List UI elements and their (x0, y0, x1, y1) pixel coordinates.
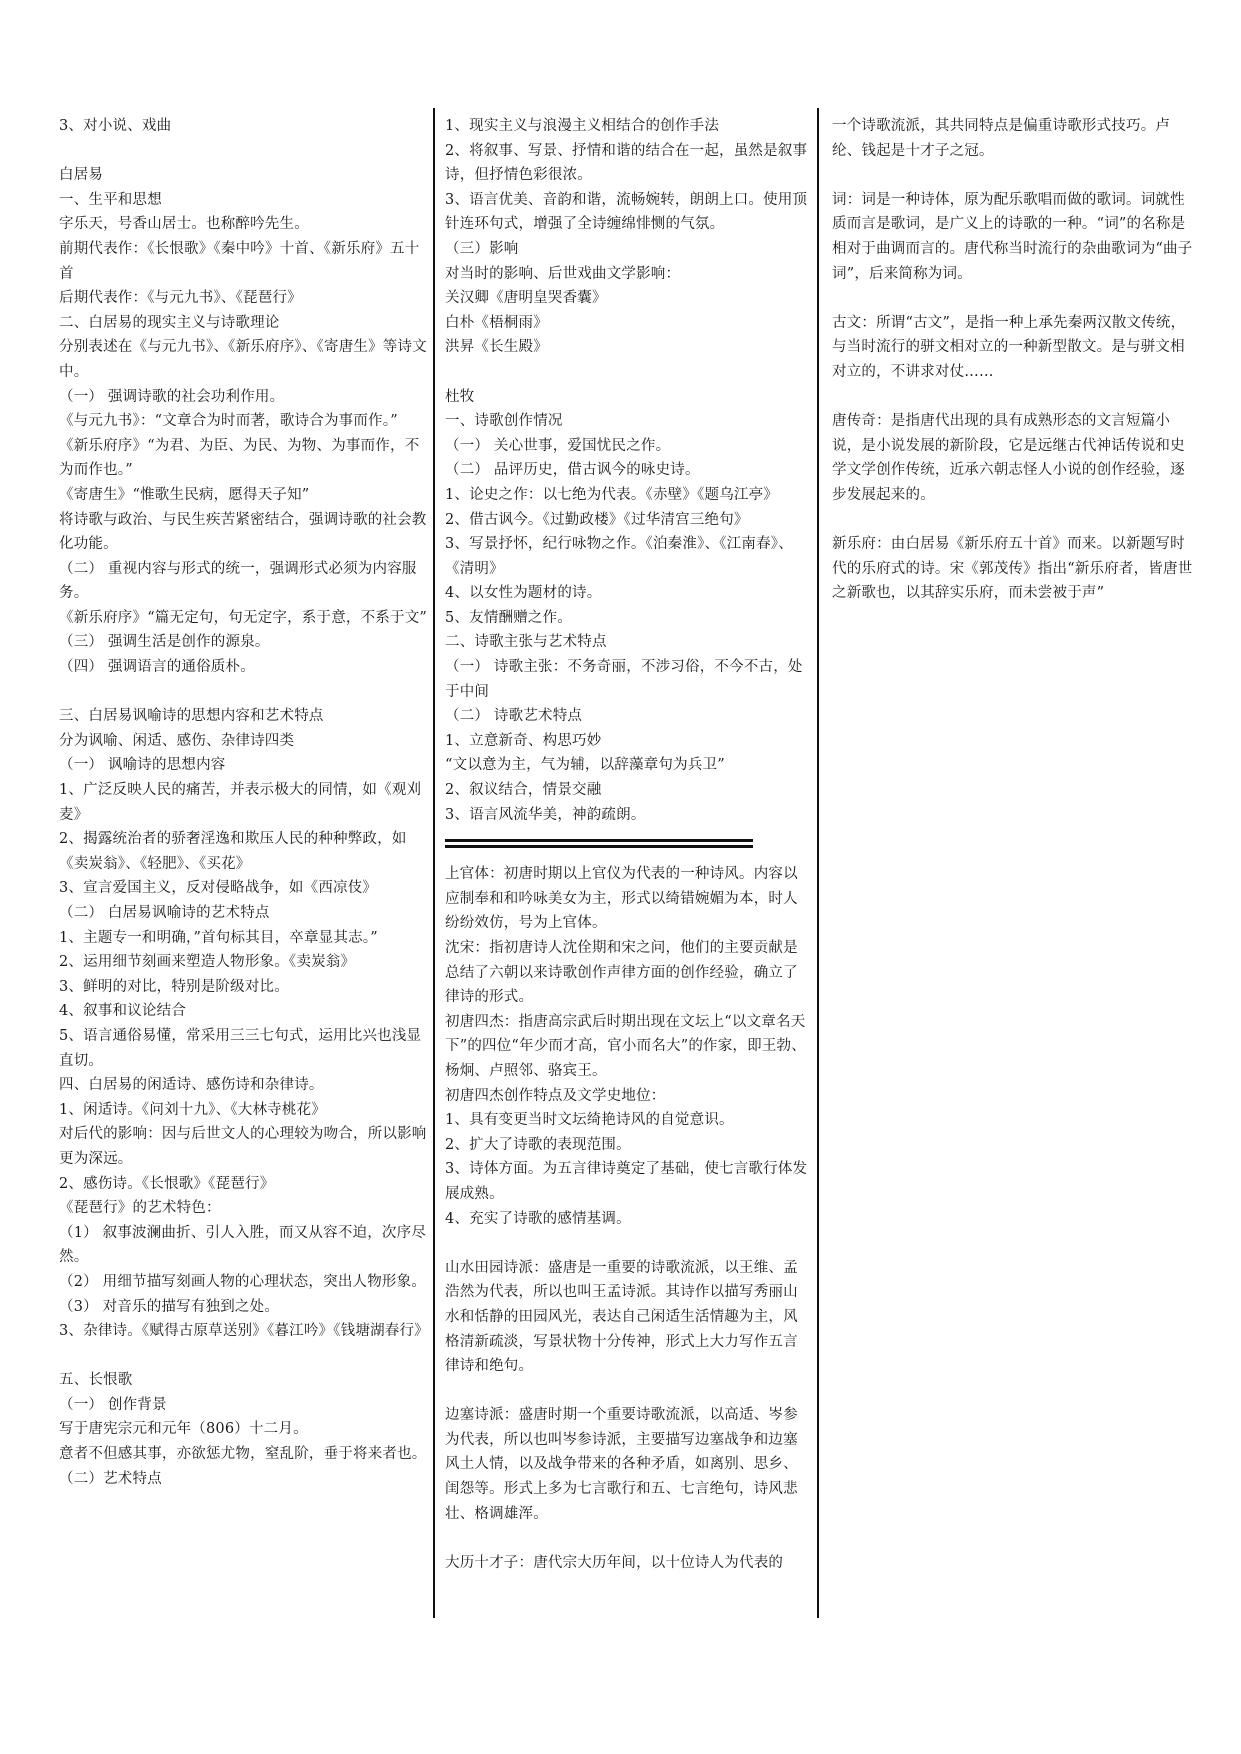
text-line: 山水田园诗派：盛唐是一重要的诗歌流派，以王维、孟浩然为代表，所以也叫王孟诗派。其诗作以描写秀丽山水和恬静的田园风光，表达自己闲适生活情趣为主，风格清新疏淡，写景状物十分传神，形式上大力写作五言律诗和绝句。 (445, 1259, 798, 1375)
text-line: （二） 品评历史，借古讽今的咏史诗。 (445, 462, 700, 479)
text-line: 意者不但感其事，亦欲惩尤物，窒乱阶，垂于将来者也。 (59, 1446, 427, 1463)
text-line: 杜牧 (445, 388, 475, 405)
paragraph-gap (445, 360, 809, 385)
text-line: 《寄唐生》“惟歌生民病，愿得天子知” (59, 486, 310, 503)
text-line: 对当时的影响、后世戏曲文学影响： (445, 265, 681, 282)
text-line: 《琵琶行》的艺术特色： (59, 1200, 221, 1217)
text-line: （三） 强调生活是创作的源泉。 (59, 634, 270, 651)
text-line: 《新乐府序》“篇无定句，句无定字，系于意，不系于文” (59, 609, 428, 626)
text-line: 5、语言通俗易懂，常采用三三七句式，运用比兴也浅显直切。 (59, 1027, 422, 1069)
paragraph-gap (832, 508, 1194, 533)
middle-column-upper-section (445, 114, 809, 827)
text-line: 1、广泛反映人民的痛苦，并表示极大的同情，如《观刈麦》 (59, 782, 422, 823)
paragraph-gap (445, 1379, 809, 1404)
text-line: （一） 强调诗歌的社会功利作用。 (59, 388, 285, 405)
text-line: 关汉卿《唐明皇哭香囊》 (445, 290, 607, 307)
text-line: “文以意为主，气为辅，以辞藻章句为兵卫” (445, 757, 725, 774)
text-line: 二、诗歌主张与艺术特点 (445, 634, 607, 651)
text-line: 《与元九书》：“文章合为时而著，歌诗合为事而作。” (59, 413, 398, 430)
text-line: 五、长恨歌 (59, 1372, 133, 1389)
column-divider-left (433, 108, 435, 1618)
paragraph-gap (832, 385, 1194, 410)
text-line: 5、友情酬赠之作。 (445, 609, 573, 626)
paragraph-gap (59, 1344, 429, 1369)
notes-column-left (59, 114, 429, 1491)
paragraph-gap (832, 286, 1194, 311)
text-line: 2、借古讽今。《过勤政楼》《过华清宫三绝句》 (445, 511, 749, 528)
text-line: 词：词是一种诗体，原为配乐歌唱而做的歌词。词就性质而言是歌词，是广义上的诗歌的一种。“词”的名称是相对于曲调而言的。唐代称当时流行的杂曲歌词为“曲子词”，后来简称为词。 (832, 191, 1193, 282)
text-line: （3） 对音乐的描写有独到之处。 (59, 1298, 280, 1315)
text-line: （二） 重视内容与形式的统一，强调形式必须为内容服务。 (59, 560, 417, 602)
text-line: 3、写景抒怀，纪行咏物之作。《泊秦淮》、《江南春》、《清明》 (445, 536, 793, 577)
text-line: 2、扩大了诗歌的表现范围。 (445, 1136, 631, 1153)
text-line: 2、将叙事、写景、抒情和谐的结合在一起，虽然是叙事诗，但抒情色彩很浓。 (445, 142, 808, 184)
text-line: 2、运用细节刻画来塑造人物形象。《卖炭翁》 (59, 954, 356, 971)
text-line: 三、白居易讽喻诗的思想内容和艺术特点 (59, 708, 324, 725)
text-line: 字乐天，号香山居士。也称醉吟先生。 (59, 216, 309, 233)
text-line: 分为讽喻、闲适、感伤、杂律诗四类 (59, 732, 295, 749)
text-line: 4、以女性为题材的诗。 (445, 585, 602, 602)
text-line: 二、白居易的现实主义与诗歌理论 (59, 314, 280, 331)
column-divider-right (817, 108, 819, 1618)
text-line: 《新乐府序》“为君、为臣、为民、为物、为事而作，不为而作也。” (59, 437, 420, 479)
text-line: 1、立意新奇、构思巧妙 (445, 732, 602, 749)
text-line: （二）艺术特点 (59, 1470, 162, 1487)
text-line: 对后代的影响：因与后世文人的心理较为吻合，所以影响更为深远。 (59, 1126, 427, 1167)
text-line: 1、论史之作：以七绝为代表。《赤壁》《题乌江亭》 (445, 486, 779, 503)
text-line: 初唐四杰创作特点及文学史地位： (445, 1087, 666, 1104)
paragraph-gap (59, 139, 429, 164)
text-line: 洪昇《长生殿》 (445, 339, 548, 356)
text-line: 3、宣言爱国主义，反对侵略战争，如《西凉伎》 (59, 880, 378, 897)
text-line: 将诗歌与政治、与民生疾苦紧密结合，强调诗歌的社会教化功能。 (59, 511, 427, 553)
text-line: 一、诗歌创作情况 (445, 413, 563, 430)
notes-column-middle (445, 114, 809, 1575)
text-line: 上官体：初唐时期以上官仪为代表的一种诗风。内容以应制奉和和吟咏美女为主，形式以绮错婉媚为本，时人纷纷效仿，号为上官体。 (445, 866, 798, 932)
text-line: 后期代表作：《与元九书》、《琵琶行》 (59, 290, 302, 307)
text-line: （四） 强调语言的通俗质朴。 (59, 659, 255, 676)
text-line: 分别表述在《与元九书》、《新乐府序》、《寄唐生》等诗文中。 (59, 339, 427, 380)
text-line: 3、对小说、戏曲 (59, 118, 172, 134)
text-line: 一个诗歌流派，其共同特点是偏重诗歌形式技巧。卢纶、钱起是十才子之冠。 (832, 118, 1171, 159)
text-line: （一） 讽喻诗的思想内容 (59, 757, 226, 774)
text-line: 3、杂律诗。《赋得古原草送别》《暮江吟》《钱塘湖春行》 (59, 1323, 429, 1340)
text-line: 白居易 (59, 167, 104, 184)
text-line: 2、感伤诗。《长恨歌》《琵琶行》 (59, 1175, 275, 1192)
text-line: （1） 叙事波澜曲折、引人入胜，而又从容不迫，次序尽然。 (59, 1224, 427, 1266)
text-line: 4、叙事和议论结合 (59, 1003, 187, 1020)
text-line: 3、语言风流华美，神韵疏朗。 (445, 806, 646, 823)
text-line: 2、叙议结合，情景交融 (445, 782, 602, 799)
text-line: 四、白居易的闲适诗、感伤诗和杂律诗。 (59, 1077, 324, 1094)
section-double-rule (445, 827, 809, 862)
text-line: 3、鲜明的对比，特别是阶级对比。 (59, 978, 289, 995)
text-line: 1、具有变更当时文坛绮艳诗风的自觉意识。 (445, 1112, 734, 1129)
text-line: 新乐府：由白居易《新乐府五十首》而来。以新题写时代的乐府式的诗。宋《郭茂传》指出“新乐府者，皆唐世之新歌也，以其辞实乐府，而未尝被于声” (832, 536, 1193, 602)
text-line: 边塞诗派：盛唐时期一个重要诗歌流派，以高适、岑参为代表，所以也叫岑参诗派，主要描写边塞战争和边塞风土人情，以及战争带来的各种矛盾，如离别、思乡、闺怨等。形式上多为七言歌行和五、七言绝句，诗风悲壮、格调雄浑。 (445, 1407, 798, 1522)
text-line: （一） 诗歌主张：不务奇丽，不涉习俗，不今不古，处于中间 (445, 659, 803, 700)
paragraph-gap (445, 1231, 809, 1256)
text-line: （2） 用细节描写刻画人物的心理状态，突出人物形象。 (59, 1273, 427, 1290)
text-line: （二） 白居易讽喻诗的艺术特点 (59, 905, 270, 921)
text-line: （二） 诗歌艺术特点 (445, 708, 583, 725)
text-line: 白朴《梧桐雨》 (445, 314, 548, 331)
text-line: 写于唐宪宗元和元年（806）十二月。 (59, 1421, 308, 1438)
text-line: 1、闲适诗。《问刘十九》、《大林寺桃花》 (59, 1101, 326, 1118)
paragraph-gap (445, 1526, 809, 1551)
notes-column-right (832, 114, 1194, 606)
text-line: （一） 关心世事，爱国忧民之作。 (445, 437, 671, 454)
text-line: 初唐四杰：指唐高宗武后时期出现在文坛上“以文章名天下”的四位“年少而才高，官小而名大”的作家，即王勃、杨炯、卢照邻、骆宾王。 (445, 1013, 806, 1079)
text-line: 大历十才子：唐代宗大历年间，以十位诗人为代表的 (445, 1554, 784, 1571)
text-line: 4、充实了诗歌的感情基调。 (445, 1210, 631, 1227)
text-line: 一、生平和思想 (59, 191, 162, 208)
text-line: 1、主题专一和明确，”首句标其目，卒章显其志。” (59, 929, 378, 946)
text-line: （一） 创作背景 (59, 1396, 167, 1413)
text-line: （三）影响 (445, 240, 519, 257)
text-line: 3、诗体方面。为五言律诗奠定了基础，使七言歌行体发展成熟。 (445, 1161, 808, 1202)
text-line: 沈宋：指初唐诗人沈佺期和宋之问，他们的主要贡献是总结了六朝以来诗歌创作声律方面的创作经验，确立了律诗的形式。 (445, 940, 798, 1006)
text-line: 3、语言优美、音韵和谐，流畅婉转，朗朗上口。使用顶针连环句式，增强了全诗缠绵悱恻的气氛。 (445, 191, 808, 233)
text-line: 1、现实主义与浪漫主义相结合的创作手法 (445, 118, 720, 134)
text-line: 古文：所谓“古文”，是指一种上承先秦两汉散文传统，与当时流行的骈文相对立的一种新型散文。是与骈文相对立的，不讲求对仗…… (832, 314, 1186, 380)
middle-column-lower-section (445, 862, 809, 1575)
text-line: 前期代表作：《长恨歌》《秦中吟》十首、《新乐府》五十首 (59, 240, 420, 282)
text-line: 2、揭露统治者的骄奢淫逸和欺压人民的种种弊政，如《卖炭翁》、《轻肥》、《买花》 (59, 831, 407, 872)
paragraph-gap (59, 680, 429, 705)
paragraph-gap (832, 163, 1194, 188)
text-line: 唐传奇：是指唐代出现的具有成熟形态的文言短篇小说，是小说发展的新阶段，它是远继古代神话传说和史学文学创作传统，近承六朝志怪人小说的创作经验，逐步发展起来的。 (832, 413, 1185, 503)
